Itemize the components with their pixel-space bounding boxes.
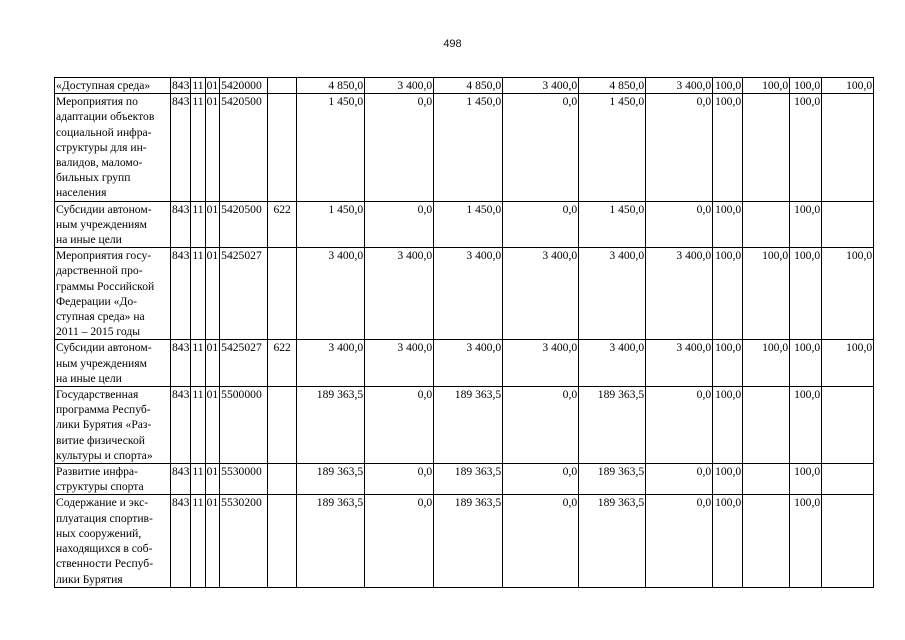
subsection-code-cell: 01 — [205, 201, 220, 248]
federal-execution-percent-cell: 100,0 — [743, 248, 790, 340]
expense-type-cell — [268, 495, 297, 587]
adjusted-plan-amount-cell: 1 450,0 — [434, 94, 503, 201]
federal-execution-percent-cell: 100,0 — [743, 340, 790, 387]
item-name-line: находящихся в соб- — [56, 542, 153, 556]
plan-amount-cell: 189 363,5 — [297, 387, 365, 464]
executed-amount-cell: 4 850,0 — [579, 78, 646, 94]
item-name-line: ным учреждениям — [56, 356, 147, 370]
item-name-line: 2011 – 2015 годы — [56, 325, 141, 339]
item-name-line: Содержание и экс- — [56, 496, 149, 510]
item-name-line: Мероприятия госу- — [56, 249, 152, 263]
executed-amount-cell: 189 363,5 — [579, 387, 646, 464]
federal-execution-percent-cell: 100,0 — [743, 78, 790, 94]
federal-plan-amount-cell: 0,0 — [365, 201, 434, 248]
adjusted-execution-percent-cell: 100,0 — [790, 464, 822, 495]
subsection-code-cell: 01 — [205, 495, 220, 587]
adjusted-execution-percent-cell: 100,0 — [790, 248, 822, 340]
item-name-line: Развитие инфра- — [56, 465, 138, 479]
adjusted-execution-percent-cell: 100,0 — [790, 387, 822, 464]
target-item-code-cell: 5420500 — [220, 94, 268, 201]
ministry-code-cell: 843 — [171, 387, 191, 464]
section-code-cell: 11 — [191, 201, 205, 248]
federal-adjusted-execution-percent-cell: 100,0 — [822, 248, 874, 340]
adjusted-plan-amount-cell: 1 450,0 — [434, 201, 503, 248]
item-name-line: ственности Респуб- — [56, 557, 154, 571]
adjusted-execution-percent-cell: 100,0 — [790, 94, 822, 201]
table-row — [55, 78, 874, 94]
federal-plan-amount-cell: 3 400,0 — [365, 78, 434, 94]
executed-amount-cell: 3 400,0 — [579, 248, 646, 340]
item-name-line: лики Бурятия — [56, 572, 123, 586]
execution-percent-cell: 100,0 — [713, 495, 743, 587]
plan-amount-cell: 189 363,5 — [297, 464, 365, 495]
executed-amount-cell: 189 363,5 — [579, 464, 646, 495]
ministry-code-cell: 843 — [171, 248, 191, 340]
section-code-cell: 11 — [191, 340, 205, 387]
section-code-cell: 11 — [191, 495, 205, 587]
federal-plan-amount-cell: 0,0 — [365, 464, 434, 495]
item-name-line: адаптации объектов — [56, 110, 155, 124]
target-item-code-cell: 5500000 — [220, 387, 268, 464]
expense-type-cell — [268, 94, 297, 201]
item-name-line: структуры спорта — [56, 480, 144, 494]
item-name-cell — [55, 495, 171, 587]
expense-type-cell — [268, 78, 297, 94]
expense-type-cell — [268, 248, 297, 340]
item-name-line: бильных групп — [56, 171, 131, 185]
page-number: 498 — [443, 38, 462, 50]
table-row — [55, 464, 874, 495]
federal-executed-amount-cell: 3 400,0 — [646, 248, 713, 340]
subsection-code-cell: 01 — [205, 464, 220, 495]
expense-type-cell — [268, 387, 297, 464]
execution-percent-cell: 100,0 — [713, 94, 743, 201]
item-name-cell — [55, 78, 171, 94]
item-name-line: лики Бурятия «Раз- — [56, 418, 152, 432]
subsection-code-cell: 01 — [205, 94, 220, 201]
item-name-line: культуры и спорта» — [56, 448, 153, 462]
subsection-code-cell: 01 — [205, 248, 220, 340]
budget-table — [54, 77, 874, 588]
section-code-cell: 11 — [191, 248, 205, 340]
table-row — [55, 387, 874, 464]
execution-percent-cell: 100,0 — [713, 78, 743, 94]
adjusted-plan-amount-cell: 4 850,0 — [434, 78, 503, 94]
federal-plan-amount-cell: 0,0 — [365, 94, 434, 201]
adjusted-execution-percent-cell: 100,0 — [790, 201, 822, 248]
item-name-line: витие физической — [56, 433, 145, 447]
item-name-line: на иные цели — [56, 371, 122, 385]
item-name-line: Федерации «До- — [56, 294, 138, 308]
federal-executed-amount-cell: 3 400,0 — [646, 78, 713, 94]
adjusted-execution-percent-cell: 100,0 — [790, 340, 822, 387]
executed-amount-cell: 1 450,0 — [579, 94, 646, 201]
federal-adjusted-execution-percent-cell: 100,0 — [822, 340, 874, 387]
ministry-code-cell: 843 — [172, 79, 190, 92]
ministry-code-cell: 843 — [171, 340, 191, 387]
ministry-code-cell: 843 — [171, 94, 191, 201]
plan-amount-cell: 1 450,0 — [297, 201, 365, 248]
federal-execution-percent-cell — [743, 387, 790, 464]
federal-executed-amount-cell: 0,0 — [646, 94, 713, 201]
execution-percent-cell: 100,0 — [713, 464, 743, 495]
target-item-code-cell: 5425027 — [220, 248, 268, 340]
item-name-line: дарственной про- — [56, 264, 143, 278]
item-name-line: Субсидии автоном- — [56, 202, 152, 216]
target-item-code-cell: 5420500 — [220, 201, 268, 248]
expense-type-cell: 622 — [268, 340, 297, 387]
item-name-line: социальной инфра- — [56, 125, 152, 139]
federal-adjusted-execution-percent-cell — [822, 464, 874, 495]
federal-adjusted-execution-percent-cell — [822, 495, 874, 587]
item-name-line: структуры для ин- — [56, 140, 147, 154]
federal-plan-amount-cell: 0,0 — [365, 387, 434, 464]
federal-executed-amount-cell: 3 400,0 — [646, 340, 713, 387]
federal-execution-percent-cell — [743, 94, 790, 201]
federal-adjusted-plan-amount-cell: 0,0 — [503, 387, 579, 464]
table-row — [55, 201, 874, 248]
federal-plan-amount-cell: 3 400,0 — [365, 340, 434, 387]
plan-amount-cell: 4 850,0 — [297, 78, 365, 94]
adjusted-execution-percent-cell: 100,0 — [790, 495, 822, 587]
federal-executed-amount-cell: 0,0 — [646, 201, 713, 248]
item-name-line: «Доступная среда» — [56, 79, 151, 92]
federal-adjusted-plan-amount-cell: 3 400,0 — [503, 78, 579, 94]
federal-adjusted-plan-amount-cell: 0,0 — [503, 94, 579, 201]
table-row — [55, 340, 874, 387]
item-name-cell — [55, 201, 171, 248]
table-row — [55, 94, 874, 201]
executed-amount-cell: 189 363,5 — [579, 495, 646, 587]
adjusted-plan-amount-cell: 189 363,5 — [434, 387, 503, 464]
item-name-line: валидов, маломо- — [56, 156, 143, 170]
federal-adjusted-plan-amount-cell: 0,0 — [503, 464, 579, 495]
section-code-cell: 11 — [191, 94, 205, 201]
federal-adjusted-plan-amount-cell: 0,0 — [503, 201, 579, 248]
federal-adjusted-plan-amount-cell: 3 400,0 — [503, 248, 579, 340]
federal-adjusted-execution-percent-cell — [822, 201, 874, 248]
item-name-cell — [55, 248, 171, 340]
adjusted-plan-amount-cell: 189 363,5 — [434, 495, 503, 587]
plan-amount-cell: 3 400,0 — [297, 340, 365, 387]
expense-type-cell: 622 — [268, 201, 297, 248]
item-name-line: населения — [56, 186, 107, 200]
federal-plan-amount-cell: 0,0 — [365, 495, 434, 587]
federal-execution-percent-cell — [743, 201, 790, 248]
subsection-code-cell: 01 — [206, 79, 219, 92]
federal-adjusted-execution-percent-cell — [822, 387, 874, 464]
item-name-cell — [55, 340, 171, 387]
federal-executed-amount-cell: 0,0 — [646, 464, 713, 495]
adjusted-plan-amount-cell: 189 363,5 — [434, 464, 503, 495]
item-name-line: Государственная — [56, 388, 139, 402]
federal-executed-amount-cell: 0,0 — [646, 495, 713, 587]
federal-execution-percent-cell — [743, 495, 790, 587]
ministry-code-cell: 843 — [171, 464, 191, 495]
item-name-line: Субсидии автоном- — [56, 341, 152, 355]
execution-percent-cell: 100,0 — [713, 248, 743, 340]
federal-execution-percent-cell — [743, 464, 790, 495]
federal-executed-amount-cell: 0,0 — [646, 387, 713, 464]
adjusted-plan-amount-cell: 3 400,0 — [434, 248, 503, 340]
federal-adjusted-plan-amount-cell: 3 400,0 — [503, 340, 579, 387]
item-name-line: ступная среда» на — [56, 310, 145, 324]
execution-percent-cell: 100,0 — [713, 387, 743, 464]
ministry-code-cell: 843 — [171, 495, 191, 587]
expense-type-cell — [268, 464, 297, 495]
federal-adjusted-execution-percent-cell — [822, 94, 874, 201]
section-code-cell: 11 — [192, 79, 204, 92]
adjusted-execution-percent-cell: 100,0 — [790, 78, 822, 94]
item-name-line: программа Респуб- — [56, 403, 151, 417]
table-row — [55, 248, 874, 340]
federal-adjusted-execution-percent-cell: 100,0 — [822, 78, 874, 94]
item-name-line: граммы Российской — [56, 279, 155, 293]
item-name-line: плуатация спортив- — [56, 511, 153, 525]
item-name-line: ным учреждениям — [56, 217, 147, 231]
subsection-code-cell: 01 — [205, 340, 220, 387]
item-name-cell — [55, 464, 171, 495]
target-item-code-cell: 5530000 — [220, 464, 268, 495]
target-item-code-cell: 5425027 — [220, 340, 268, 387]
section-code-cell: 11 — [191, 387, 205, 464]
item-name-line: Мероприятия по — [56, 95, 138, 109]
ministry-code-cell: 843 — [171, 201, 191, 248]
budget-table-body — [55, 78, 874, 588]
item-name-cell — [55, 387, 171, 464]
plan-amount-cell: 3 400,0 — [297, 248, 365, 340]
execution-percent-cell: 100,0 — [713, 201, 743, 248]
table-row — [55, 495, 874, 587]
federal-adjusted-plan-amount-cell: 0,0 — [503, 495, 579, 587]
target-item-code-cell: 5420000 — [220, 78, 268, 94]
plan-amount-cell: 1 450,0 — [297, 94, 365, 201]
item-name-line: на иные цели — [56, 233, 122, 247]
executed-amount-cell: 1 450,0 — [579, 201, 646, 248]
plan-amount-cell: 189 363,5 — [297, 495, 365, 587]
adjusted-plan-amount-cell: 3 400,0 — [434, 340, 503, 387]
federal-plan-amount-cell: 3 400,0 — [365, 248, 434, 340]
execution-percent-cell: 100,0 — [713, 340, 743, 387]
item-name-line: ных сооружений, — [56, 526, 142, 540]
subsection-code-cell: 01 — [205, 387, 220, 464]
section-code-cell: 11 — [191, 464, 205, 495]
item-name-cell — [55, 94, 171, 201]
target-item-code-cell: 5530200 — [220, 495, 268, 587]
executed-amount-cell: 3 400,0 — [579, 340, 646, 387]
